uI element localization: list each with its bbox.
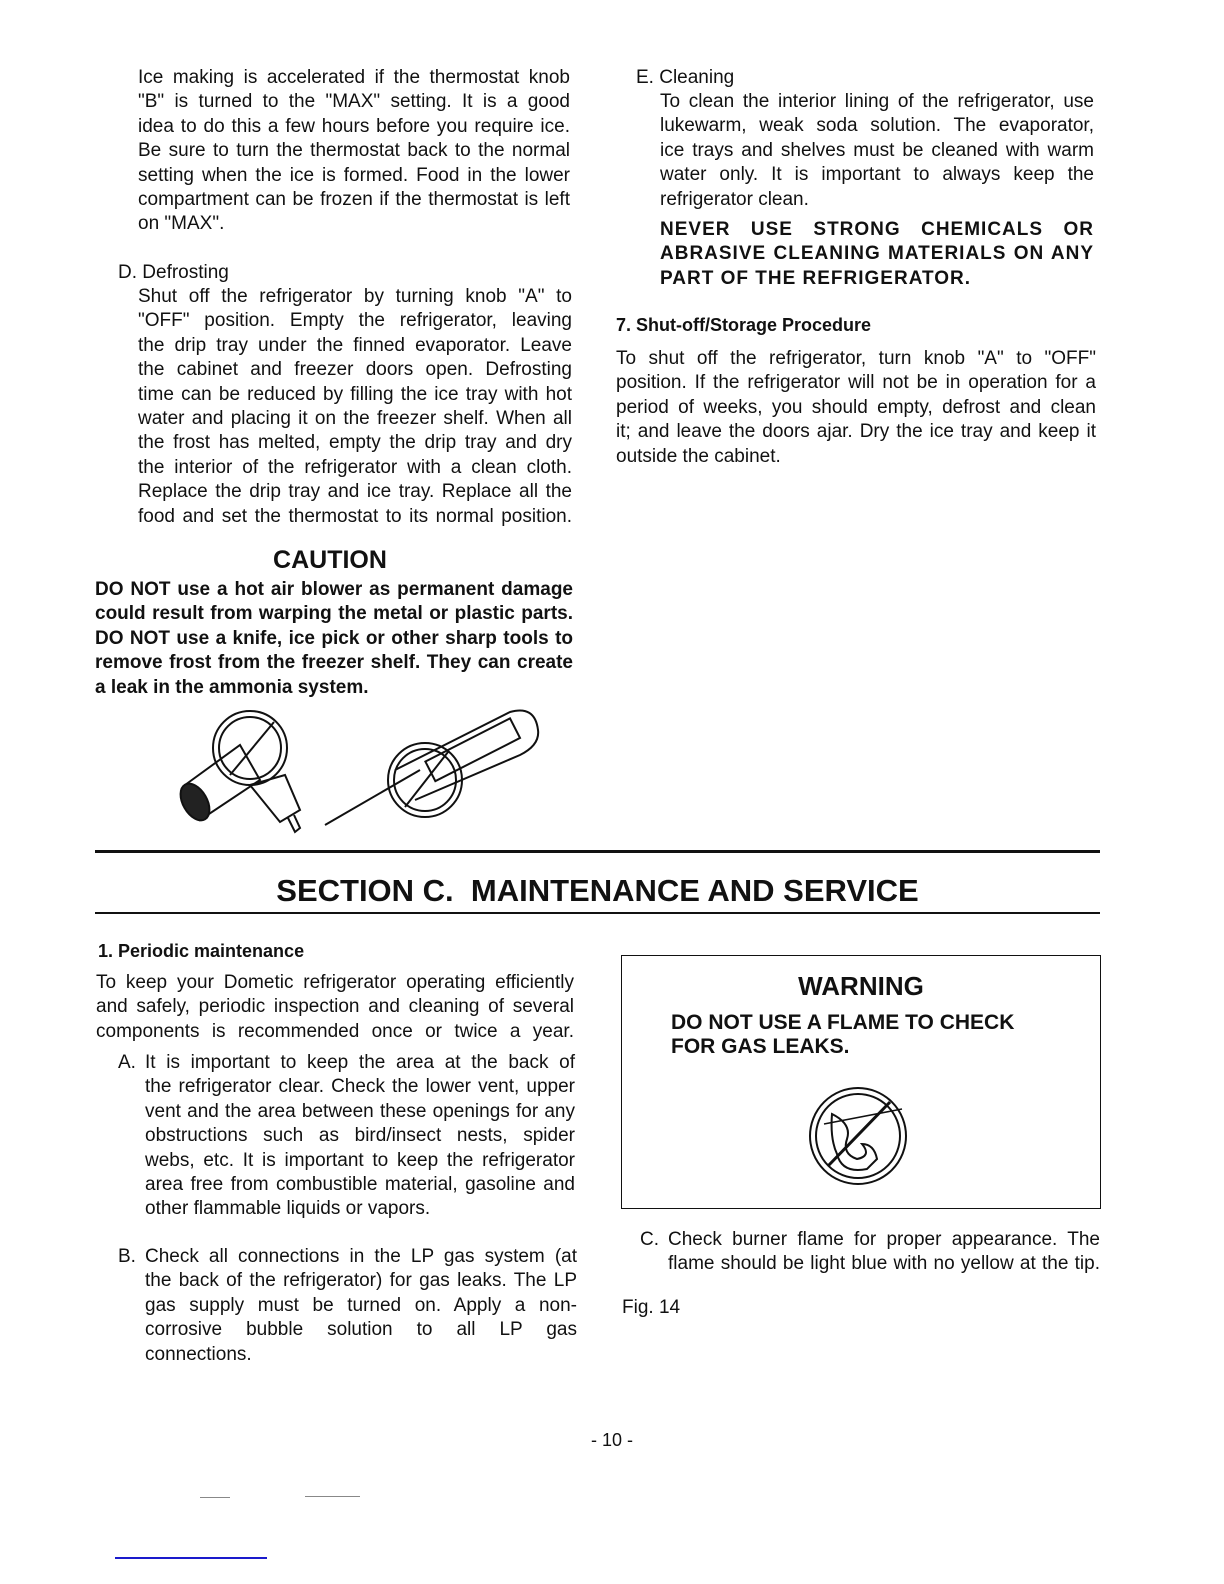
- warning-title: WARNING: [798, 971, 924, 1001]
- item-a-marker: A.: [118, 1052, 136, 1073]
- cleaning-heading: E. Cleaning: [636, 67, 735, 88]
- text-line: food and set the thermostat to its normal position.: [138, 505, 572, 527]
- text-line: DO NOT use a knife, ice pick or other sharp tools to: [95, 627, 573, 649]
- text-line: Check burner flame for proper appearance. The: [668, 1229, 1100, 1250]
- text-line: time can be reduced by filling the ice tray with hot: [138, 383, 572, 405]
- text-line: corrosive bubble solution to all LP gas: [145, 1319, 577, 1341]
- text-line: a leak in the ammonia system.: [95, 676, 369, 698]
- text-line: other flammable liquids or vapors.: [145, 1198, 431, 1220]
- section-bottom-rule: [95, 912, 1100, 914]
- text-line: the drip tray under the finned evaporator. Leave: [138, 334, 572, 356]
- text-line: DO NOT USE A FLAME TO CHECK: [671, 1011, 1015, 1034]
- text-line: remove frost from the freezer shelf. They can create: [95, 652, 573, 674]
- text-line: Shut off the refrigerator by turning knob "A" to: [138, 286, 572, 307]
- knife-prohibited-icon: [325, 710, 538, 825]
- item-c-marker: C.: [640, 1229, 659, 1250]
- defrosting-heading: D. Defrosting: [118, 262, 229, 283]
- text-line: lukewarm, weak soda solution. The evaporator,: [660, 115, 1094, 137]
- periodic-maintenance-paragraph: [96, 971, 574, 1044]
- text-line: refrigerator clean.: [660, 188, 809, 210]
- shutoff-paragraph: [616, 347, 1096, 469]
- ice-making-paragraph: [138, 66, 570, 237]
- text-line: gas supply must be turned on. Apply a non-: [145, 1294, 577, 1316]
- text-line: the back of the refrigerator) for gas leaks. The LP: [145, 1270, 577, 1292]
- text-line: position. If the refrigerator will not be in operation for a: [616, 372, 1096, 394]
- text-line: the frost has melted, empty the drip tray and dry: [138, 432, 572, 454]
- text-line: "OFF" position. Empty the refrigerator, leaving: [138, 310, 572, 332]
- text-line: setting when the ice is formed. Food in the lower: [138, 164, 570, 186]
- text-line: FOR GAS LEAKS.: [671, 1035, 850, 1059]
- defrosting-paragraph: [138, 285, 572, 529]
- figure-label: Fig. 14: [622, 1297, 681, 1318]
- item-b-text: [145, 1245, 577, 1367]
- text-line: on "MAX".: [138, 213, 225, 235]
- text-line: PART OF THE REFRIGERATOR.: [660, 267, 972, 289]
- periodic-maintenance-heading: 1. Periodic maintenance: [98, 941, 305, 961]
- text-line: connections.: [145, 1343, 252, 1365]
- text-line: NEVER USE STRONG CHEMICALS OR: [660, 219, 1094, 240]
- text-line: DO NOT use a hot air blower as permanent damage: [95, 579, 573, 600]
- hair-dryer-prohibited-icon: [175, 711, 300, 832]
- cleaning-paragraph: [660, 90, 1094, 212]
- text-line: obstructions such as bird/insect nests, spider: [145, 1125, 575, 1147]
- text-line: water and placing it on the freezer shelf. When all: [138, 407, 572, 429]
- text-line: the refrigerator clear. Check the lower vent, upper: [145, 1076, 575, 1098]
- text-line: ice trays and shelves must be cleaned with warm: [660, 139, 1094, 161]
- text-line: period of weeks, you should empty, defrost and clean: [616, 396, 1096, 418]
- text-line: components is recommended once or twice a year.: [96, 1020, 574, 1042]
- text-line: and safely, periodic inspection and cleaning of several: [96, 996, 574, 1018]
- shutoff-heading: 7. Shut-off/Storage Procedure: [616, 315, 872, 335]
- text-line: Check all connections in the LP gas system (at: [145, 1246, 577, 1267]
- text-line: water only. It is important to always keep the: [660, 164, 1094, 186]
- text-line: could result from warping the metal or plastic parts.: [95, 603, 573, 625]
- scan-artifact: [305, 1496, 360, 1497]
- no-hot-air-blower-and-knife-illustration: [170, 700, 560, 840]
- item-a-text: [145, 1051, 575, 1222]
- text-line: To shut off the refrigerator, turn knob "A" to "OFF": [616, 348, 1096, 369]
- text-line: it; and leave the doors ajar. Dry the ice tray and keep it: [616, 421, 1096, 443]
- text-line: area free from combustible material, gasoline and: [145, 1173, 575, 1195]
- section-top-rule: [95, 850, 1100, 853]
- warning-box: [621, 955, 1101, 1209]
- text-line: the cabinet and freezer doors open. Defrosting: [138, 359, 572, 381]
- caution-title: CAUTION: [273, 546, 387, 574]
- text-line: "B" is turned to the "MAX" setting. It is a good: [138, 91, 570, 113]
- text-line: To keep your Dometic refrigerator operating efficiently: [96, 972, 574, 993]
- no-flame-icon: [802, 1084, 917, 1194]
- text-line: Be sure to turn the thermostat back to the normal: [138, 140, 570, 162]
- item-b-marker: B.: [118, 1246, 136, 1267]
- text-line: vent and the area between these openings for any: [145, 1100, 575, 1122]
- blue-underline-artifact: [115, 1557, 267, 1559]
- text-line: To clean the interior lining of the refrigerator, use: [660, 91, 1094, 112]
- scan-artifact: [200, 1497, 230, 1498]
- caution-text: [95, 578, 573, 700]
- cleaning-warning: [660, 218, 1094, 291]
- text-line: Replace the drip tray and ice tray. Replace all the: [138, 481, 572, 503]
- text-line: flame should be light blue with no yellow at the tip.: [668, 1253, 1100, 1275]
- text-line: the interior of the refrigerator with a clean cloth.: [138, 456, 572, 478]
- text-line: idea to do this a few hours before you require ice.: [138, 115, 570, 137]
- section-title: SECTION C. MAINTENANCE AND SERVICE: [276, 873, 919, 908]
- text-line: compartment can be frozen if the thermostat is left: [138, 188, 570, 210]
- page-number: - 10 -: [590, 1430, 633, 1450]
- text-line: outside the cabinet.: [616, 445, 781, 467]
- warning-text: [671, 1010, 1014, 1059]
- text-line: It is important to keep the area at the back of: [145, 1052, 575, 1073]
- text-line: webs, etc. It is important to keep the refrigerator: [145, 1149, 575, 1171]
- item-c-text: [668, 1228, 1100, 1277]
- text-line: ABRASIVE CLEANING MATERIALS ON ANY: [660, 243, 1094, 265]
- text-line: Ice making is accelerated if the thermostat knob: [138, 67, 570, 88]
